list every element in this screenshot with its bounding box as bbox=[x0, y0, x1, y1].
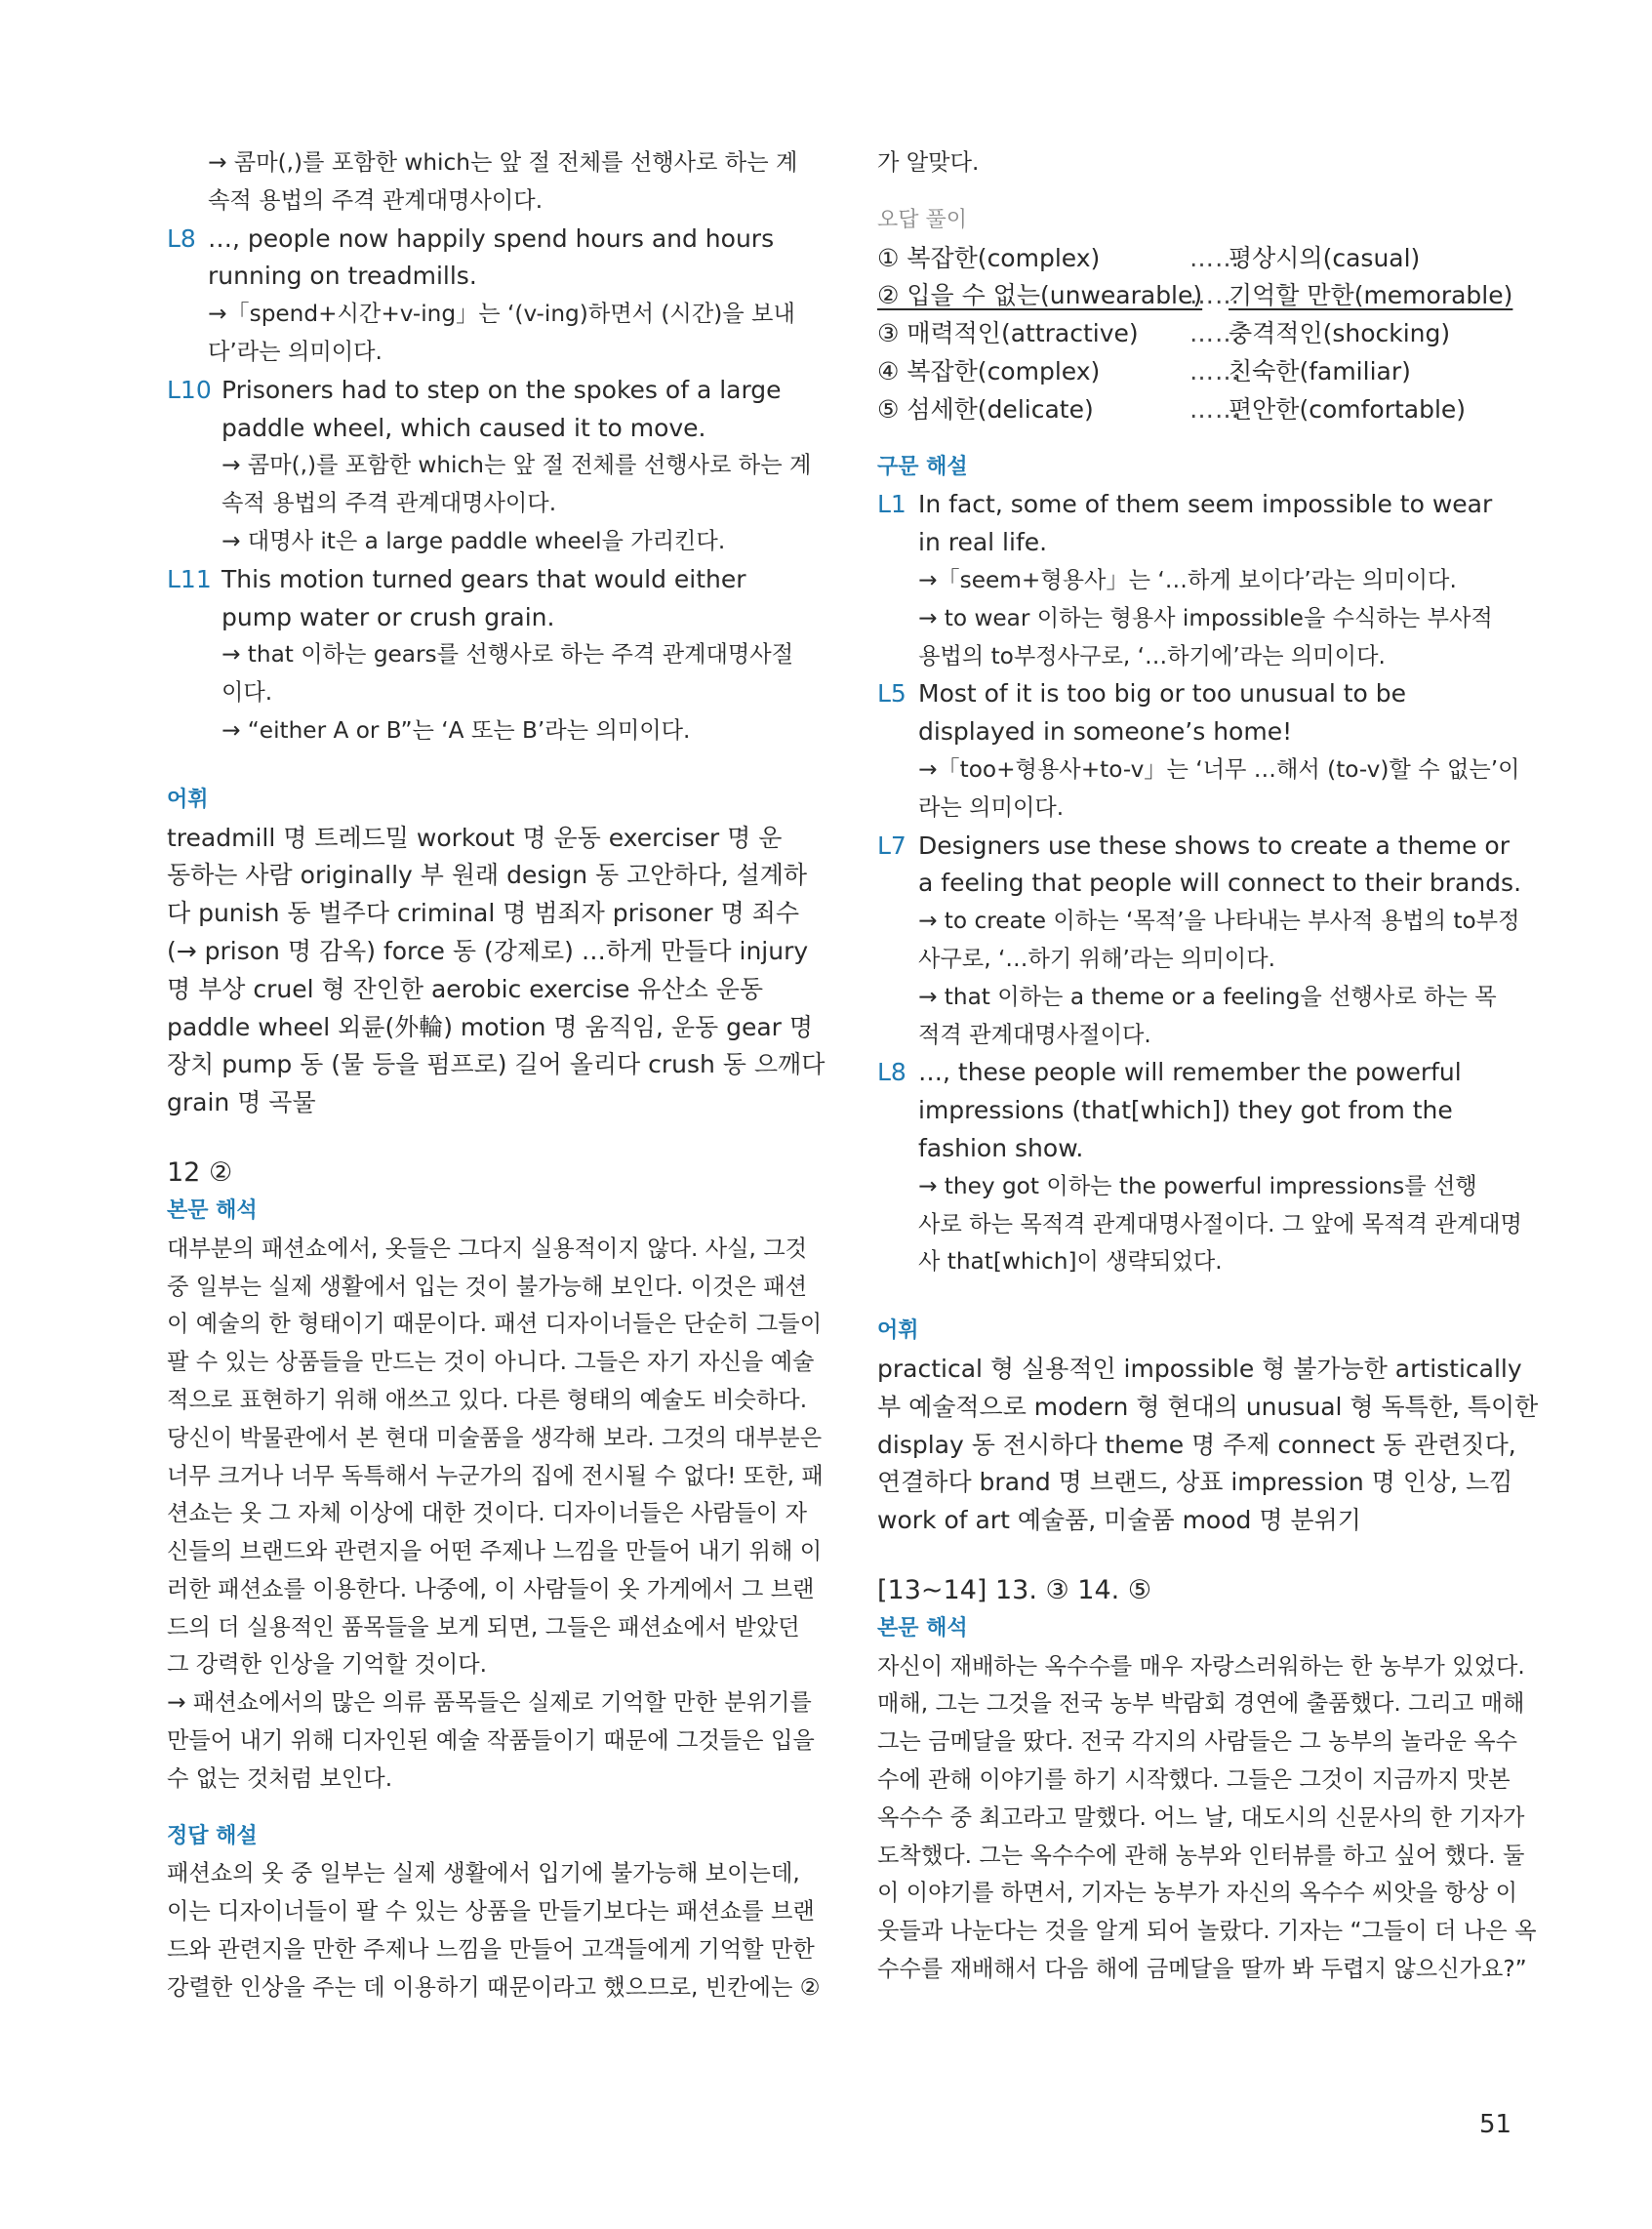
option-dots: …… bbox=[1189, 243, 1240, 272]
vocab-line: work of art 예술품, 미술품 mood 명 분위기 bbox=[877, 1506, 1361, 1535]
ref-line: Designers use these shows to create a theme or bbox=[918, 831, 1511, 860]
ref-note: 이다. bbox=[222, 679, 273, 707]
text-line: 도착했다. 그는 옥수수에 관해 농부와 인터뷰를 하고 싶어 했다. 둘 bbox=[877, 1842, 1525, 1869]
ref-line: …, these people will remember the powerful bbox=[918, 1058, 1462, 1087]
ref-note: → 콤마(,)를 포함한 which는 앞 절 전체를 선행사로 하는 계 bbox=[222, 452, 812, 479]
ref-line: pump water or crush grain. bbox=[222, 602, 555, 631]
option-row bbox=[877, 353, 1516, 391]
option-first: ① 복잡한(complex) bbox=[877, 243, 1101, 272]
option-first: ② 입을 수 없는(unwearable) bbox=[877, 281, 1203, 310]
option-row bbox=[877, 391, 1516, 429]
ref-line: …, people now happily spend hours and hours bbox=[208, 223, 775, 253]
ref-line: paddle wheel, which caused it to move. bbox=[222, 413, 706, 442]
answer-heading: 정답 해설 bbox=[167, 1823, 258, 1848]
question-number: 12 ② bbox=[167, 1156, 233, 1188]
vocab-line: 연결하다 brand 명 브랜드, 상표 impression 명 인상, 느낌 bbox=[877, 1468, 1513, 1497]
ref-note: → 대명사 it은 a large paddle wheel을 가리킨다. bbox=[222, 527, 726, 554]
ref-l1 bbox=[877, 486, 1516, 675]
note-line: 속적 용법의 주격 관계대명사이다. bbox=[208, 186, 544, 214]
translation-heading: 본문 해석 bbox=[167, 1197, 258, 1223]
option-second: 친숙한(familiar) bbox=[1229, 356, 1411, 385]
ref-note: → to wear 이하는 형용사 impossible을 수식하는 부사적 bbox=[918, 604, 1493, 631]
option-first: ③ 매력적인(attractive) bbox=[877, 319, 1139, 348]
text-line: 이 이야기를 하면서, 기자는 농부가 자신의 옥수수 씨앗을 항상 이 bbox=[877, 1880, 1518, 1907]
ref-line: Most of it is too big or too unusual to be bbox=[918, 679, 1407, 709]
text-line: 웃들과 나눈다는 것을 알게 되어 놀랐다. 기자는 “그들이 더 나은 옥 bbox=[877, 1918, 1537, 1945]
option-dots: …… bbox=[1189, 394, 1240, 424]
right-column bbox=[877, 144, 1539, 1989]
vocab-line: 다 punish 동 벌주다 criminal 명 범죄자 prisoner 명 죄수 bbox=[167, 899, 799, 928]
ref-note: 사로 하는 목적격 관계대명사절이다. 그 앞에 목적격 관계대명 bbox=[918, 1210, 1522, 1237]
option-second: 충격적인(shocking) bbox=[1229, 319, 1451, 348]
ref-note: 용법의 to부정사구로, ‘…하기에’라는 의미이다. bbox=[918, 642, 1386, 669]
ref-label: L8 bbox=[167, 223, 196, 253]
vocab-heading: 어휘 bbox=[877, 1318, 919, 1344]
text-line: 매해, 그는 그것을 전국 농부 박람회 경연에 출품했다. 그리고 매해 bbox=[877, 1690, 1525, 1718]
ref-l7 bbox=[877, 828, 1522, 1055]
vocab-line: 장치 pump 동 (물 등을 펌프로) 길어 올리다 crush 동 으깨다 bbox=[167, 1050, 826, 1079]
vocab-heading: 어휘 bbox=[167, 787, 209, 812]
text-line: 당신이 박물관에서 본 현대 미술품을 생각해 보라. 그것의 대부분은 bbox=[167, 1424, 823, 1451]
ref-note: →「too+형용사+to-v」는 ‘너무 …해서 (to-v)할 수 없는’이 bbox=[918, 755, 1520, 783]
ref-line: a feeling that people will connect to their brands. bbox=[918, 869, 1522, 898]
text-line: 드의 더 실용적인 품목들을 보게 되면, 그들은 패션쇼에서 받았던 bbox=[167, 1613, 800, 1641]
text-line: 신들의 브랜드와 관련지을 어떤 주제나 느낌을 만들어 내기 위해 이 bbox=[167, 1538, 823, 1565]
text-line: 이는 디자이너들이 팔 수 있는 상품을 만들기보다는 패션쇼를 브랜 bbox=[167, 1898, 815, 1925]
structure-heading: 구문 해설 bbox=[877, 454, 968, 479]
option-dots: …… bbox=[1189, 281, 1240, 310]
ref-note: → that 이하는 a theme or a feeling을 선행사로 하는 목 bbox=[918, 983, 1497, 1010]
text-line: 중 일부는 실제 생활에서 입는 것이 불가능해 보인다. 이것은 패션 bbox=[167, 1273, 808, 1300]
continuation-line: 가 알맞다. bbox=[877, 149, 980, 176]
vocab-line: 부 예술적으로 modern 형 현대의 unusual 형 독특한, 특이한 bbox=[877, 1392, 1539, 1421]
text-line: 그는 금메달을 땄다. 전국 각지의 사람들은 그 농부의 놀라운 옥수 bbox=[877, 1728, 1518, 1756]
option-second: 기억할 만한(memorable) bbox=[1229, 281, 1513, 310]
options-list bbox=[877, 240, 1516, 429]
ref-label: L5 bbox=[877, 679, 907, 709]
translation-text bbox=[877, 1648, 1537, 1989]
ref-note: → that 이하는 gears를 선행사로 하는 주격 관계대명사절 bbox=[222, 641, 794, 669]
text-line: 수 없는 것처럼 보인다. bbox=[167, 1764, 393, 1792]
text-line: 자신이 재배하는 옥수수를 매우 자랑스러워하는 한 농부가 있었다. bbox=[877, 1652, 1525, 1680]
vocab-list bbox=[877, 1351, 1539, 1540]
vocab-list bbox=[167, 820, 826, 1122]
text-line: 적으로 표현하기 위해 애쓰고 있다. 다른 형태의 예술도 비슷하다. bbox=[167, 1386, 808, 1413]
vocab-line: grain 명 곡물 bbox=[167, 1088, 316, 1117]
ref-line: fashion show. bbox=[918, 1133, 1084, 1162]
answer-text bbox=[167, 1855, 821, 2006]
note-line: → 콤마(,)를 포함한 which는 앞 절 전체를 선행사로 하는 계 bbox=[208, 149, 798, 176]
question-number: [13~14] 13. ③ 14. ⑤ bbox=[877, 1574, 1152, 1605]
ref-label: L8 bbox=[877, 1058, 907, 1087]
left-column bbox=[167, 144, 826, 2007]
vocab-line: practical 형 실용적인 impossible 형 불가능한 artistically bbox=[877, 1354, 1522, 1383]
vocab-line: 동하는 사람 originally 부 원래 design 동 고안하다, 설계하 bbox=[167, 861, 808, 890]
text-line: 강렬한 인상을 주는 데 이용하기 때문이라고 했으므로, 빈칸에는 ② bbox=[167, 1973, 821, 2001]
text-line: 만들어 내기 위해 디자인된 예술 작품들이기 때문에 그것들은 입을 bbox=[167, 1727, 815, 1755]
ref-line: impressions (that[which]) they got from the bbox=[918, 1096, 1453, 1125]
ref-l10 bbox=[167, 372, 812, 561]
ref-line: In fact, some of them seem impossible to wear bbox=[918, 490, 1493, 519]
ref-line: in real life. bbox=[918, 528, 1048, 557]
ref-note: 라는 의미이다. bbox=[918, 793, 1065, 821]
translation-heading: 본문 해석 bbox=[877, 1615, 968, 1641]
option-first: ④ 복잡한(complex) bbox=[877, 356, 1101, 385]
top-notes bbox=[167, 144, 805, 221]
text-line: 너무 크거나 너무 독특해서 누군가의 집에 전시될 수 없다! 또한, 패 bbox=[167, 1462, 824, 1489]
text-line: 러한 패션쇼를 이용한다. 나중에, 이 사람들이 옷 가게에서 그 브랜 bbox=[167, 1575, 815, 1602]
ref-l5 bbox=[877, 675, 1520, 827]
vocab-line: display 동 전시하다 theme 명 주제 connect 동 관련짓다, bbox=[877, 1430, 1516, 1459]
vocab-line: treadmill 명 트레드밀 workout 명 운동 exerciser 명 운 bbox=[167, 823, 783, 852]
ref-label: L1 bbox=[877, 490, 907, 519]
text-line: 옥수수 중 최고라고 말했다. 어느 날, 대도시의 신문사의 한 기자가 bbox=[877, 1803, 1525, 1831]
translation-text bbox=[167, 1231, 824, 1799]
ref-label: L11 bbox=[167, 564, 212, 593]
text-line: 이 예술의 한 형태이기 때문이다. 패션 디자이너들은 단순히 그들이 bbox=[167, 1311, 823, 1338]
ref-note: →「seem+형용사」는 ‘…하게 보이다’라는 의미이다. bbox=[918, 566, 1457, 593]
ref-note: → “either A or B”는 ‘A 또는 B’라는 의미이다. bbox=[222, 716, 691, 744]
option-row bbox=[877, 277, 1516, 315]
ref-line: displayed in someone’s home! bbox=[918, 717, 1293, 747]
ref-note: 속적 용법의 주격 관계대명사이다. bbox=[222, 490, 557, 517]
text-line: 팔 수 있는 상품들을 만드는 것이 아니다. 그들은 자기 자신을 예술 bbox=[167, 1349, 815, 1376]
text-line: 수에 관해 이야기를 하기 시작했다. 그들은 그것이 지금까지 맛본 bbox=[877, 1766, 1511, 1794]
text-line: 그 강력한 인상을 기억할 것이다. bbox=[167, 1651, 488, 1679]
option-dots: …… bbox=[1189, 319, 1240, 348]
page-number: 51 bbox=[1479, 2110, 1512, 2139]
ref-note: 적격 관계대명사절이다. bbox=[918, 1021, 1151, 1048]
ref-l8-right bbox=[877, 1054, 1522, 1281]
ref-l8 bbox=[167, 221, 805, 372]
text-line: 션쇼는 옷 그 자체 이상에 대한 것이다. 디자이너들은 사람들이 자 bbox=[167, 1500, 808, 1527]
wrong-options-heading: 오답 풀이 bbox=[877, 207, 968, 232]
text-line: 대부분의 패션쇼에서, 옷들은 그다지 실용적이지 않다. 사실, 그것 bbox=[167, 1235, 808, 1262]
option-row bbox=[877, 240, 1516, 278]
vocab-line: paddle wheel 외륜(外輪) motion 명 움직임, 운동 gear 명 bbox=[167, 1012, 814, 1041]
vocab-line: 명 부상 cruel 형 잔인한 aerobic exercise 유산소 운동 bbox=[167, 974, 764, 1003]
ref-note: 사구로, ‘…하기 위해’라는 의미이다. bbox=[918, 945, 1275, 972]
ref-line: running on treadmills. bbox=[208, 262, 477, 291]
text-line: → 패션쇼에서의 많은 의류 품목들은 실제로 기억할 만한 분위기를 bbox=[167, 1689, 812, 1717]
ref-line: This motion turned gears that would either bbox=[222, 564, 746, 593]
ref-label: L7 bbox=[877, 831, 907, 860]
text-line: 패션쇼의 옷 중 일부는 실제 생활에서 입기에 불가능해 보이는데, bbox=[167, 1860, 800, 1887]
option-row bbox=[877, 315, 1516, 353]
ref-note: → they got 이하는 the powerful impressions를 선행 bbox=[918, 1172, 1477, 1199]
ref-label: L10 bbox=[167, 375, 212, 404]
option-first: ⑤ 섬세한(delicate) bbox=[877, 394, 1094, 424]
text-line: 수수를 재배해서 다음 해에 금메달을 딸까 봐 두렵지 않으신가요?” bbox=[877, 1956, 1527, 1983]
option-dots: …… bbox=[1189, 356, 1240, 385]
ref-note: 사 that[which]이 생략되었다. bbox=[918, 1248, 1223, 1276]
option-second: 평상시의(casual) bbox=[1229, 243, 1421, 272]
ref-note: → to create 이하는 ‘목적’을 나타내는 부사적 용법의 to부정 bbox=[918, 908, 1520, 935]
ref-note: 다’라는 의미이다. bbox=[208, 338, 383, 365]
ref-l11 bbox=[167, 561, 805, 750]
vocab-line: (→ prison 명 감옥) force 동 (강제로) …하게 만들다 injury bbox=[167, 936, 809, 965]
text-line: 드와 관련지을 만한 주제나 느낌을 만들어 고객들에게 기억할 만한 bbox=[167, 1936, 815, 1964]
ref-line: Prisoners had to step on the spokes of a large bbox=[222, 375, 782, 404]
option-second: 편안한(comfortable) bbox=[1229, 394, 1467, 424]
ref-note: →「spend+시간+v-ing」는 ‘(v-ing)하면서 (시간)을 보내 bbox=[208, 301, 795, 328]
